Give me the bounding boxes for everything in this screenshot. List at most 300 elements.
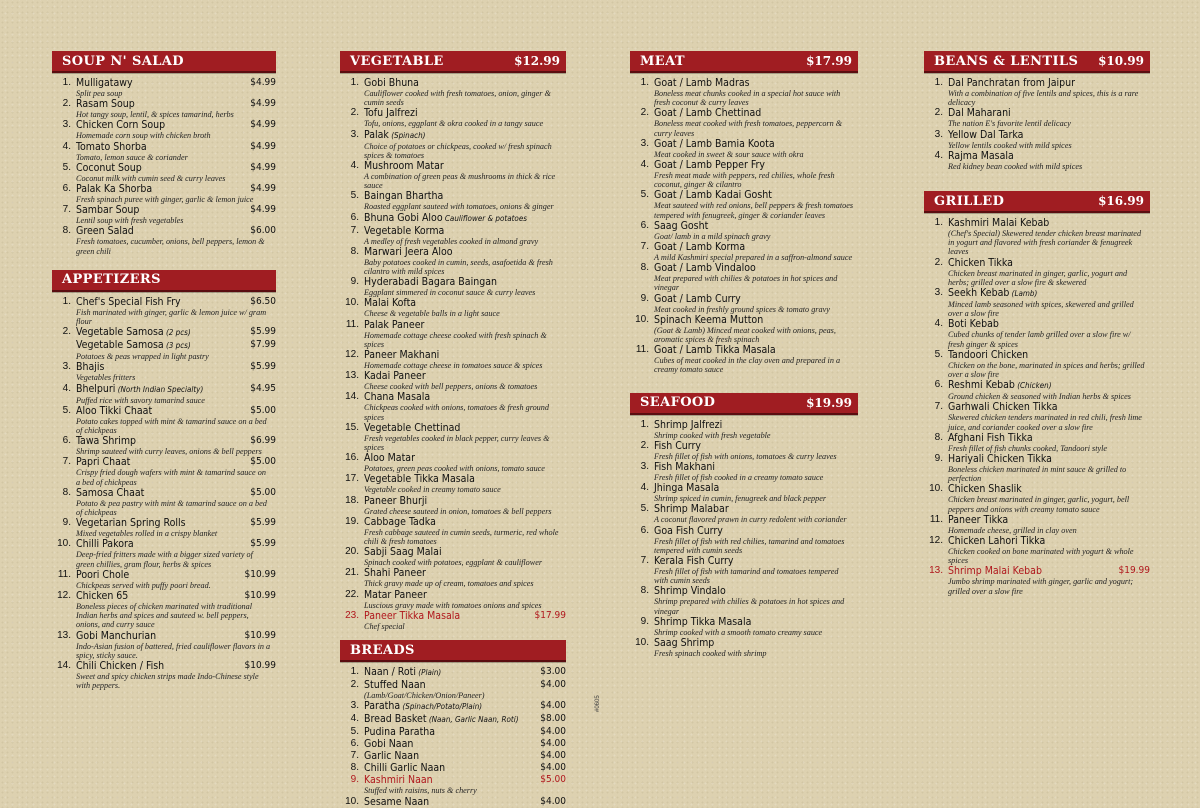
menu-item (52, 339, 276, 361)
menu-item (52, 119, 276, 140)
menu-item (924, 107, 1150, 128)
item-name (364, 726, 435, 738)
item-name-text: Garhwali Chicken Tikka (948, 401, 1058, 414)
item-row (948, 129, 1150, 141)
menu-item (340, 246, 566, 276)
item-number: 6. (62, 435, 71, 447)
item-name-text: Dal Maharani (948, 107, 1011, 120)
item-name-text: Kashmiri Malai Kebab (948, 217, 1050, 230)
item-number: 8. (640, 585, 649, 597)
menu-item (52, 98, 276, 119)
menu-item (340, 567, 566, 588)
item-name-text: Chana Masala (364, 391, 431, 404)
item-number: 2. (934, 107, 943, 119)
menu-item (340, 276, 566, 297)
item-row (364, 160, 566, 172)
item-name (76, 517, 186, 529)
item-name (364, 107, 418, 119)
item-name (948, 287, 1037, 300)
item-name (364, 370, 426, 382)
item-number: 7. (934, 401, 943, 413)
item-number: 13. (345, 370, 359, 382)
item-row (948, 349, 1150, 361)
item-description: Chicken on the bone, marinated in spices and herbs; grilled over a slow fire (948, 360, 1145, 380)
menu-item (340, 225, 566, 246)
item-number: 8. (350, 245, 359, 257)
item-name (364, 422, 460, 434)
item-name (654, 440, 701, 452)
item-description: Fresh cabbage sauteed in cumin seeds, turmeric, red whole chili & fresh tomatoes (364, 527, 559, 547)
item-description: Chickpeas served with puffy poori bread. (76, 580, 211, 590)
item-description: Shrimp prepared with chilies & potatoes in hot spices and vinegar (654, 597, 845, 616)
item-description: A coconut flavored prawn in curry redolent with coriander (654, 515, 847, 525)
item-name-text: Paratha (364, 700, 401, 713)
item-description: Lentil soup with fresh vegetables (76, 216, 184, 226)
item-description: Fresh meat made with peppers, red chilies, whole fresh coconut, ginger & cilantro (654, 171, 835, 190)
item-name (654, 159, 765, 171)
item-number: 5. (934, 348, 943, 360)
item-name (364, 679, 426, 691)
item-description: Tomato, lemon sauce & coriander (76, 152, 188, 162)
menu-item (340, 738, 566, 750)
item-description: Fresh spinach puree with ginger, garlic & lemon juice (76, 195, 254, 205)
item-name (364, 297, 416, 309)
item-row (654, 293, 858, 305)
item-number: 4. (934, 318, 943, 330)
item-name-text: Palak Ka Shorba (76, 183, 153, 196)
item-price: $4.00 (540, 700, 566, 712)
menu-item (630, 344, 858, 374)
item-description: Fresh spinach cooked with shrimp (654, 649, 767, 659)
item-name (654, 293, 741, 305)
item-name (654, 616, 751, 628)
menu-item (52, 630, 276, 660)
item-number: 4. (934, 149, 943, 161)
item-name-text: Aloo Matar (364, 452, 415, 465)
menu-item (924, 217, 1150, 257)
section-price: $12.99 (514, 54, 560, 68)
menu-item (924, 349, 1150, 379)
item-name (364, 190, 443, 202)
item-name (364, 738, 413, 750)
item-row (364, 107, 566, 119)
item-number: 10. (345, 795, 359, 807)
menu-item (340, 589, 566, 610)
item-row (654, 159, 858, 171)
item-name-text: Shrimp Malai Kebab (948, 565, 1042, 578)
item-description: Spinach cooked with potatoes, eggplant & cauliflower (364, 558, 543, 568)
item-row (364, 774, 566, 786)
item-number: 4. (350, 160, 359, 172)
item-number: 4. (640, 159, 649, 171)
item-row (364, 349, 566, 361)
item-row (364, 473, 566, 485)
item-number: 14. (345, 391, 359, 403)
item-price: $4.99 (250, 183, 276, 195)
item-number: 9. (350, 276, 359, 288)
item-name (364, 774, 433, 786)
item-row (364, 129, 566, 142)
item-number: 2. (350, 107, 359, 119)
menu-item (340, 666, 566, 679)
item-row (364, 319, 566, 331)
item-number: 1. (934, 77, 943, 88)
item-name-text: Shrimp Jalfrezi (654, 418, 723, 431)
menu-item (924, 401, 1150, 431)
menu-item (630, 138, 858, 159)
item-price: $5.00 (540, 774, 566, 786)
item-name-text: Pudina Paratha (364, 726, 436, 739)
menu-item (52, 296, 276, 326)
item-name-text: Poori Chole (76, 568, 130, 581)
menu-item (340, 774, 566, 795)
item-row (364, 610, 566, 622)
item-name (654, 637, 714, 649)
menu-item (340, 713, 566, 726)
item-row (76, 162, 276, 174)
item-row (654, 503, 858, 515)
item-description: Indo-Asian fusion of battered, fried cauliflower flavors in a spicy, sticky sauce. (76, 641, 271, 660)
item-price: $6.99 (250, 435, 276, 447)
item-row (364, 391, 566, 403)
item-name (364, 666, 441, 679)
item-name-text: Malai Kofta (364, 297, 417, 310)
item-row (364, 246, 566, 258)
item-description: Split pea soup (76, 89, 123, 98)
item-name-text: Spinach Keema Mutton (654, 313, 764, 326)
item-name (364, 750, 419, 762)
menu-item (924, 453, 1150, 483)
item-description: Choice of potatoes or chickpeas, cooked w/ fresh spinach spices & tomatoes (364, 141, 552, 160)
menu-item (630, 461, 858, 482)
item-name (364, 452, 415, 464)
item-number: 8. (934, 431, 943, 443)
item-row (76, 487, 276, 499)
item-name-text: Bhelpuri (76, 382, 116, 395)
item-price: $4.00 (540, 738, 566, 750)
menu-item (340, 473, 566, 494)
item-name-text: Vegetable Korma (364, 224, 445, 237)
item-name (76, 590, 128, 602)
menu-item (52, 141, 276, 162)
item-row (364, 452, 566, 464)
menu-item (52, 183, 276, 204)
item-price: $4.99 (250, 119, 276, 131)
item-number: 21. (345, 567, 359, 579)
item-row (654, 220, 858, 232)
section-price: $16.99 (1098, 194, 1144, 209)
item-name (654, 555, 734, 567)
item-row (654, 138, 858, 150)
item-name-text: Bhuna Gobi Aloo (364, 211, 443, 224)
appetizers-section (52, 270, 276, 691)
item-row (948, 483, 1150, 495)
item-name-text: Matar Paneer (364, 588, 427, 601)
item-row (76, 630, 276, 642)
item-row (654, 482, 858, 494)
item-name-text: Vegetable Samosa (76, 326, 164, 339)
item-name (364, 473, 475, 485)
item-number: 8. (350, 762, 359, 774)
menu-item (52, 590, 276, 630)
menu-item (52, 569, 276, 590)
item-description: Fresh fillet of fish with onions, tomatoes & curry leaves (654, 451, 837, 461)
item-description: Stuffed with raisins, nuts & cherry (364, 786, 477, 796)
item-row (76, 517, 276, 529)
item-description: Baby potatoes cooked in cumin, seeds, asafoetida & fresh cilantro with mild spices (364, 257, 553, 277)
menu-item (340, 546, 566, 567)
item-description: Potatoes & peas wrapped in light pastry (76, 352, 209, 362)
item-number: 9. (350, 774, 359, 786)
item-row (76, 660, 276, 672)
menu-item (340, 495, 566, 516)
item-row (654, 616, 858, 628)
item-name (76, 538, 134, 550)
item-number: 4. (62, 140, 71, 152)
item-number: 6. (350, 211, 359, 223)
item-name-text: Yellow Dal Tarka (948, 128, 1024, 141)
item-description: Shrimp cooked with a smooth tomato creamy sauce (654, 627, 823, 637)
item-name (364, 212, 527, 225)
item-number: 7. (640, 241, 649, 253)
item-name (654, 314, 763, 326)
item-name-text: Kadai Paneer (364, 370, 426, 383)
item-name-text: Saag Gosht (654, 219, 709, 232)
breads-section (340, 640, 566, 807)
menu-item (52, 383, 276, 405)
item-name-text: Seekh Kebab (948, 287, 1010, 300)
item-number: 2. (934, 256, 943, 268)
menu-item (52, 487, 276, 517)
item-name (76, 339, 191, 352)
menu-item (52, 204, 276, 225)
item-row (364, 666, 566, 679)
item-name-text: Goa Fish Curry (654, 524, 723, 537)
item-description: Tofu, onions, eggplant & okra cooked in a tangy sauce (364, 119, 544, 129)
item-description: Fresh fillet of fish with tamarind and tomatoes tempered with cumin seeds (654, 567, 839, 586)
item-name-text: Papri Chaat (76, 456, 131, 469)
menu-item (52, 456, 276, 486)
item-name-text: Shahi Paneer (364, 567, 426, 580)
item-description: Meat sauteed with red onions, bell peppers & fresh tomatoes tempered with fenugreek, ginger & coriander leaves (654, 201, 854, 220)
item-number: 15. (345, 421, 359, 433)
item-row (76, 456, 276, 468)
menu-item (340, 77, 566, 107)
item-price: $4.95 (250, 382, 276, 394)
item-name (948, 535, 1045, 547)
section-header (630, 393, 858, 415)
item-number: 10. (929, 483, 943, 495)
item-name-text: Fish Makhani (654, 461, 716, 474)
item-row (364, 422, 566, 434)
item-number: 18. (345, 494, 359, 506)
item-description: Cheese & vegetable balls in a light sauce (364, 309, 500, 319)
fold-mark: #0605 (595, 695, 601, 712)
menu-item (924, 379, 1150, 401)
item-name-text: Tandoori Chicken (948, 348, 1029, 361)
item-row (364, 700, 566, 713)
item-name (76, 162, 142, 174)
item-description: A combination of green peas & mushrooms in thick & rice sauce (364, 172, 556, 191)
item-number: 2. (350, 679, 359, 691)
item-name-text: Goat / Lamb Tikka Masala (654, 344, 776, 357)
item-name-text: Marwari Jeera Aloo (364, 245, 453, 258)
item-name-text: Goat / Lamb Pepper Fry (654, 159, 765, 172)
section-title: SEAFOOD (640, 395, 716, 411)
item-name (654, 525, 723, 537)
menu-item (630, 440, 858, 461)
menu-item (340, 129, 566, 160)
item-name (76, 456, 130, 468)
item-name-text: Chilli Pakora (76, 538, 134, 551)
item-number: 14. (57, 660, 71, 672)
item-name (76, 569, 129, 581)
item-name (364, 713, 519, 726)
item-name-text: Chili Chicken / Fish (76, 660, 165, 673)
item-name (654, 220, 708, 232)
item-number: 17. (345, 473, 359, 485)
item-name (364, 610, 460, 622)
item-name-text: Garlic Naan (364, 750, 420, 763)
item-price: $5.99 (250, 538, 276, 550)
item-description: Goat/ lamb in a mild spinach gravy (654, 231, 771, 241)
item-row (364, 495, 566, 507)
item-description: Puffed rice with savory tamarind sauce (76, 395, 205, 405)
column-3 (630, 51, 858, 658)
item-name (948, 514, 1008, 526)
item-name-text: Mushroom Matar (364, 160, 444, 173)
item-name-text: Mulligatawy (76, 77, 133, 89)
item-name-text: Gobi Bhuna (364, 77, 419, 89)
item-number: 6. (640, 219, 649, 231)
item-name-text: Baingan Bhartha (364, 190, 444, 203)
item-name (76, 225, 134, 237)
item-number: 20. (345, 546, 359, 558)
item-name-text: Saag Shrimp (654, 637, 715, 650)
item-price: $19.99 (1118, 565, 1150, 577)
seafood-section (630, 393, 858, 659)
item-price: $8.00 (540, 713, 566, 725)
item-description: Yellow lentils cooked with mild spices (948, 140, 1072, 150)
item-description: Eggplant simmered in coconut sauce & curry leaves (364, 288, 536, 298)
item-row (948, 107, 1150, 119)
item-number: 5. (350, 190, 359, 202)
item-row (654, 525, 858, 537)
item-row (364, 567, 566, 579)
item-name (364, 796, 429, 808)
item-description: Fish marinated with ginger, garlic & lemon juice w/ gram flour (76, 307, 267, 327)
column-4 (924, 51, 1150, 596)
item-row (654, 461, 858, 473)
item-note: (Lamb) (1009, 289, 1038, 299)
menu-item (924, 77, 1150, 107)
item-description: Crispy fried dough wafers with mint & tamarind sauce on a bed of chickpeas (76, 468, 266, 487)
item-row (654, 241, 858, 253)
item-name-text: Vegetable Samosa (76, 339, 164, 352)
menu-item (340, 750, 566, 762)
item-name-text: Gobi Naan (364, 738, 414, 751)
item-row (654, 189, 858, 201)
item-number: 11. (635, 344, 649, 356)
menu-item (52, 225, 276, 255)
item-name (948, 349, 1028, 361)
item-row (76, 569, 276, 581)
item-description: Fresh tomatoes, cucumber, onions, bell peppers, lemon & green chili (76, 237, 265, 256)
section-header (630, 51, 858, 73)
beans-lentils-section (924, 51, 1150, 171)
item-row (364, 77, 566, 89)
item-row (948, 453, 1150, 465)
item-name (948, 257, 1013, 269)
item-description: Mixed vegetables rolled in a crispy blanket (76, 529, 218, 539)
item-name (364, 567, 426, 579)
item-name (948, 565, 1042, 577)
item-price: $4.00 (540, 750, 566, 762)
menu-item (340, 679, 566, 700)
item-name-text: Gobi Manchurian (76, 629, 157, 642)
item-description: Hot tangy soup, lentil, & spices tamarind, herbs (76, 110, 234, 120)
menu-item (630, 419, 858, 440)
item-description: Vegetable cooked in creamy tomato sauce (364, 485, 501, 495)
item-name-text: Palak Paneer (364, 318, 425, 331)
item-price: $4.00 (540, 726, 566, 738)
item-name (654, 419, 722, 431)
item-description: (Chef's Special) Skewered tender chicken breast marinated in yogurt and flavored with fresh coriander & fenugreek leaves (948, 229, 1142, 257)
menu-item (630, 107, 858, 137)
item-price: $10.99 (244, 568, 276, 580)
item-number: 5. (350, 726, 359, 738)
item-name (76, 326, 191, 339)
item-name-text: Tomato Shorba (76, 140, 147, 153)
item-row (76, 77, 276, 89)
item-row (364, 516, 566, 528)
item-number: 6. (640, 524, 649, 536)
item-name (654, 503, 729, 515)
item-description: Potato & pea pastry with mint & tamarind sauce on a bed of chickpeas (76, 498, 267, 518)
item-description: Coconut milk with cumin seed & curry leaves (76, 173, 226, 183)
item-note: (Spinach) (388, 130, 426, 140)
item-name-text: Goat / Lamb Madras (654, 77, 750, 89)
item-name (364, 77, 419, 89)
menu-item (630, 503, 858, 524)
item-name-text: Vegetarian Spring Rolls (76, 517, 186, 530)
item-price: $6.50 (250, 295, 276, 307)
menu-item (924, 432, 1150, 453)
menu-item (630, 482, 858, 503)
item-row (948, 432, 1150, 444)
item-row (76, 204, 276, 216)
item-description: Potato cakes topped with mint & tamarind sauce on a bed of chickpeas (76, 416, 267, 436)
item-number: 16. (345, 452, 359, 464)
item-row (76, 119, 276, 131)
item-name-text: Green Salad (76, 225, 134, 238)
item-price: $10.99 (244, 660, 276, 672)
item-row (948, 379, 1150, 392)
item-name (364, 391, 430, 403)
item-price: $4.99 (250, 161, 276, 173)
item-name (364, 589, 427, 601)
menu-item (630, 585, 858, 615)
item-name-text: Sesame Naan (364, 795, 430, 808)
section-header (340, 51, 566, 73)
item-name-text: Naan / Roti (364, 666, 417, 679)
item-name (76, 77, 133, 89)
item-row (76, 590, 276, 602)
item-row (364, 738, 566, 750)
menu-item (340, 700, 566, 713)
item-row (654, 107, 858, 119)
grilled-section (924, 191, 1150, 596)
